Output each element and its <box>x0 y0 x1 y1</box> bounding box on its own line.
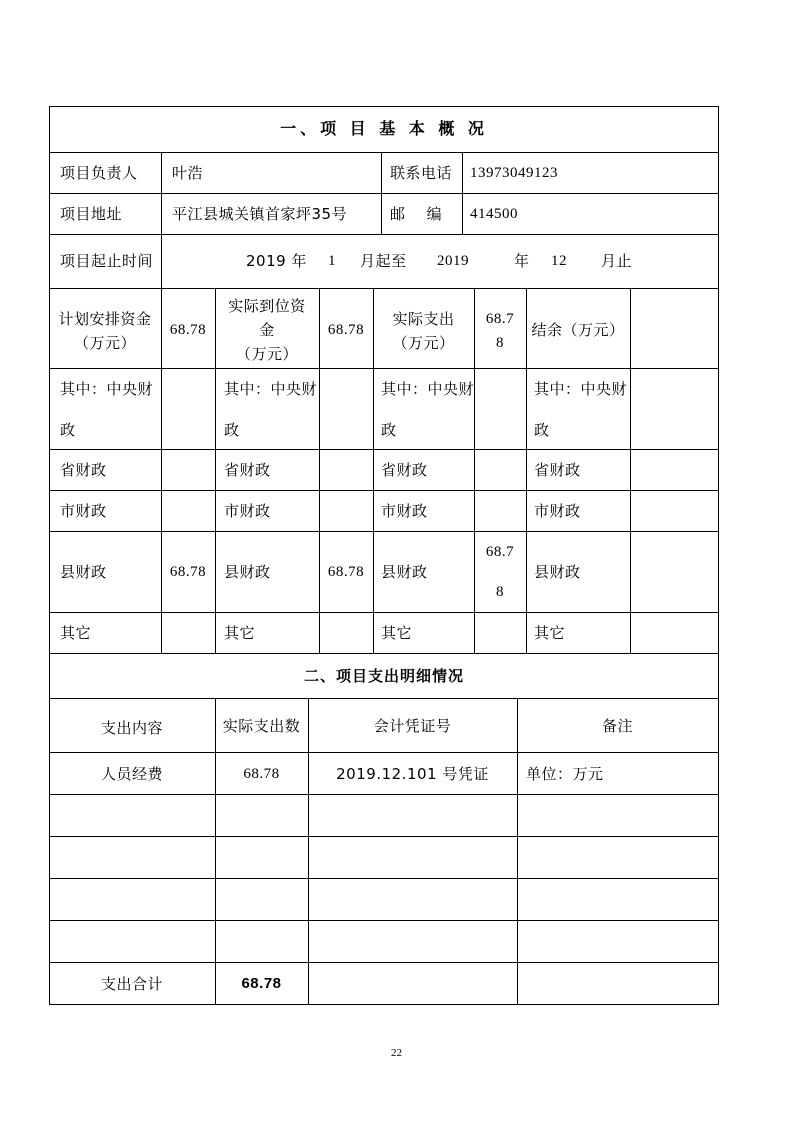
period-label: 项目起止时间 <box>60 252 154 270</box>
arrived-label-2: 金 <box>259 321 275 339</box>
arrived-value: 68.78 <box>327 322 365 338</box>
period-start-year: 2019 年 <box>246 252 307 270</box>
planned-value: 68.78 <box>169 322 207 338</box>
total-label: 支出合计 <box>100 975 163 993</box>
period-start-suffix: 月起至 <box>360 252 407 270</box>
period-end-year: 2019 <box>437 253 469 269</box>
province-label: 省财政 <box>224 461 271 479</box>
county-planned-value: 68.78 <box>169 564 207 580</box>
postcode-label: 邮 编 <box>390 205 443 223</box>
period-year-unit: 年 <box>514 252 530 270</box>
other-label: 其它 <box>224 624 256 642</box>
period-end-suffix: 月止 <box>601 252 633 270</box>
spent-label-2: （万元） <box>392 334 455 352</box>
central-label-line2: 政 <box>534 421 550 439</box>
arrived-label-1: 实际到位资 <box>228 297 306 315</box>
address-label: 项目地址 <box>60 205 123 223</box>
planned-label-2: （万元） <box>73 334 136 352</box>
row-voucher: 2019.12.101 号凭证 <box>336 765 489 783</box>
header-content: 支出内容 <box>100 719 163 737</box>
central-label-line2: 政 <box>60 421 76 439</box>
county-spent-line1: 68.7 <box>485 544 515 560</box>
spent-value-line1: 68.7 <box>485 311 515 327</box>
other-label: 其它 <box>60 624 92 642</box>
leader-value: 叶浩 <box>172 164 204 182</box>
page-number: 22 <box>391 1047 402 1059</box>
central-label-line1: 其中：中央财 <box>534 380 628 398</box>
row-note: 单位：万元 <box>526 765 604 783</box>
province-label: 省财政 <box>60 461 107 479</box>
city-label: 市财政 <box>224 502 271 520</box>
phone-value: 13973049123 <box>470 165 558 181</box>
other-label: 其它 <box>534 624 566 642</box>
row-content: 人员经费 <box>100 765 163 783</box>
spent-value-line2: 8 <box>496 335 504 351</box>
period-start-month: 1 <box>328 253 336 269</box>
county-label: 县财政 <box>224 563 271 581</box>
central-label-line1: 其中：中央财 <box>224 380 318 398</box>
central-label-line1: 其中：中央财 <box>381 380 475 398</box>
balance-label: 结余（万元） <box>531 321 625 339</box>
central-label-line1: 其中：中央财 <box>60 380 154 398</box>
central-label-line2: 政 <box>381 421 397 439</box>
county-label: 县财政 <box>381 563 428 581</box>
county-arrived-value: 68.78 <box>327 564 365 580</box>
spent-label-1: 实际支出 <box>392 310 455 328</box>
city-label: 市财政 <box>381 502 428 520</box>
period-end-month: 12 <box>551 253 567 269</box>
section2-title: 二、项目支出明细情况 <box>303 667 464 685</box>
header-note: 备注 <box>601 717 633 735</box>
county-label: 县财政 <box>60 563 107 581</box>
postcode-value: 414500 <box>470 206 518 222</box>
other-label: 其它 <box>381 624 413 642</box>
leader-label: 项目负责人 <box>60 164 138 182</box>
total-value: 68.78 <box>241 975 282 992</box>
arrived-label-3: （万元） <box>235 345 298 363</box>
county-label: 县财政 <box>534 563 581 581</box>
header-voucher: 会计凭证号 <box>373 717 452 735</box>
central-label-line2: 政 <box>224 421 240 439</box>
row-amount: 68.78 <box>243 766 280 782</box>
address-value: 平江县城关镇首家坪35号 <box>172 205 348 223</box>
header-amount: 实际支出数 <box>222 717 301 735</box>
phone-label: 联系电话 <box>390 164 453 182</box>
city-label: 市财政 <box>534 502 581 520</box>
province-label: 省财政 <box>534 461 581 479</box>
county-spent-line2: 8 <box>496 584 504 600</box>
province-label: 省财政 <box>381 461 428 479</box>
city-label: 市财政 <box>60 502 107 520</box>
section1-title: 一、项 目 基 本 概 况 <box>280 119 488 138</box>
planned-label-1: 计划安排资金 <box>58 310 152 328</box>
